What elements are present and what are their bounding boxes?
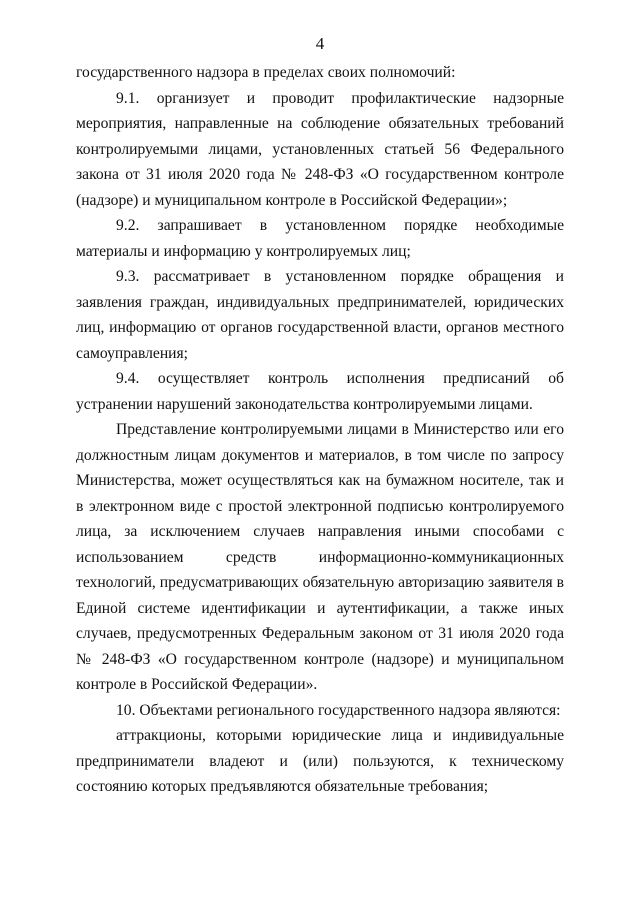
- paragraph-9-1: 9.1. организует и проводит профилактические надзорные мероприятия, направленные на соблюдение обязательных требований контролируемыми лицами, установленных статьей 56 Федерального закона от 31 июля 2020 года № 248-ФЗ «О государственном контроле (надзоре) и муниципальном контроле в Российской Федерации»;: [76, 89, 564, 209]
- paragraph-9-4: 9.4. осуществляет контроль исполнения предписаний об устранении нарушений законодательства контролируемыми лицами.: [76, 370, 564, 413]
- paragraph-9-3: 9.3. рассматривает в установленном порядке обращения и заявления граждан, индивидуальных предпринимателей, юридических лиц, информацию от органов государственной власти, органов местного самоуправления;: [76, 268, 564, 362]
- page-number: 4: [315, 34, 325, 53]
- document-body: [76, 60, 564, 800]
- paragraph-10: 10. Объектами регионального государственного надзора являются:: [116, 701, 561, 719]
- paragraph-continuation: государственного надзора в пределах своих полномочий:: [76, 64, 456, 81]
- paragraph-9-2: 9.2. запрашивает в установленном порядке необходимые материалы и информацию у контролируемых лиц;: [76, 217, 564, 260]
- paragraph-submission: Представление контролируемыми лицами в Министерство или его должностным лицам документов и материалов, в том числе по запросу Министерства, может осуществляться как на бумажном носителе, так и в электронном виде с простой электронной подписью контролируемого лица, за исключением случаев направления иными способами с использованием средств информационно-коммуникационных технологий, предусматривающих обязательную авторизацию заявителя в Единой системе идентификации и аутентификации, а также иных случаев, предусмотренных Федеральным законом от 31 июля 2020 года № 248-ФЗ «О государственном контроле (надзоре) и муниципальном контроле в Российской Федерации».: [76, 421, 564, 693]
- paragraph-attractions: аттракционы, которыми юридические лица и индивидуальные предприниматели владеют и (или) пользуются, к техническому состоянию которых предъявляются обязательные требования;: [76, 727, 564, 795]
